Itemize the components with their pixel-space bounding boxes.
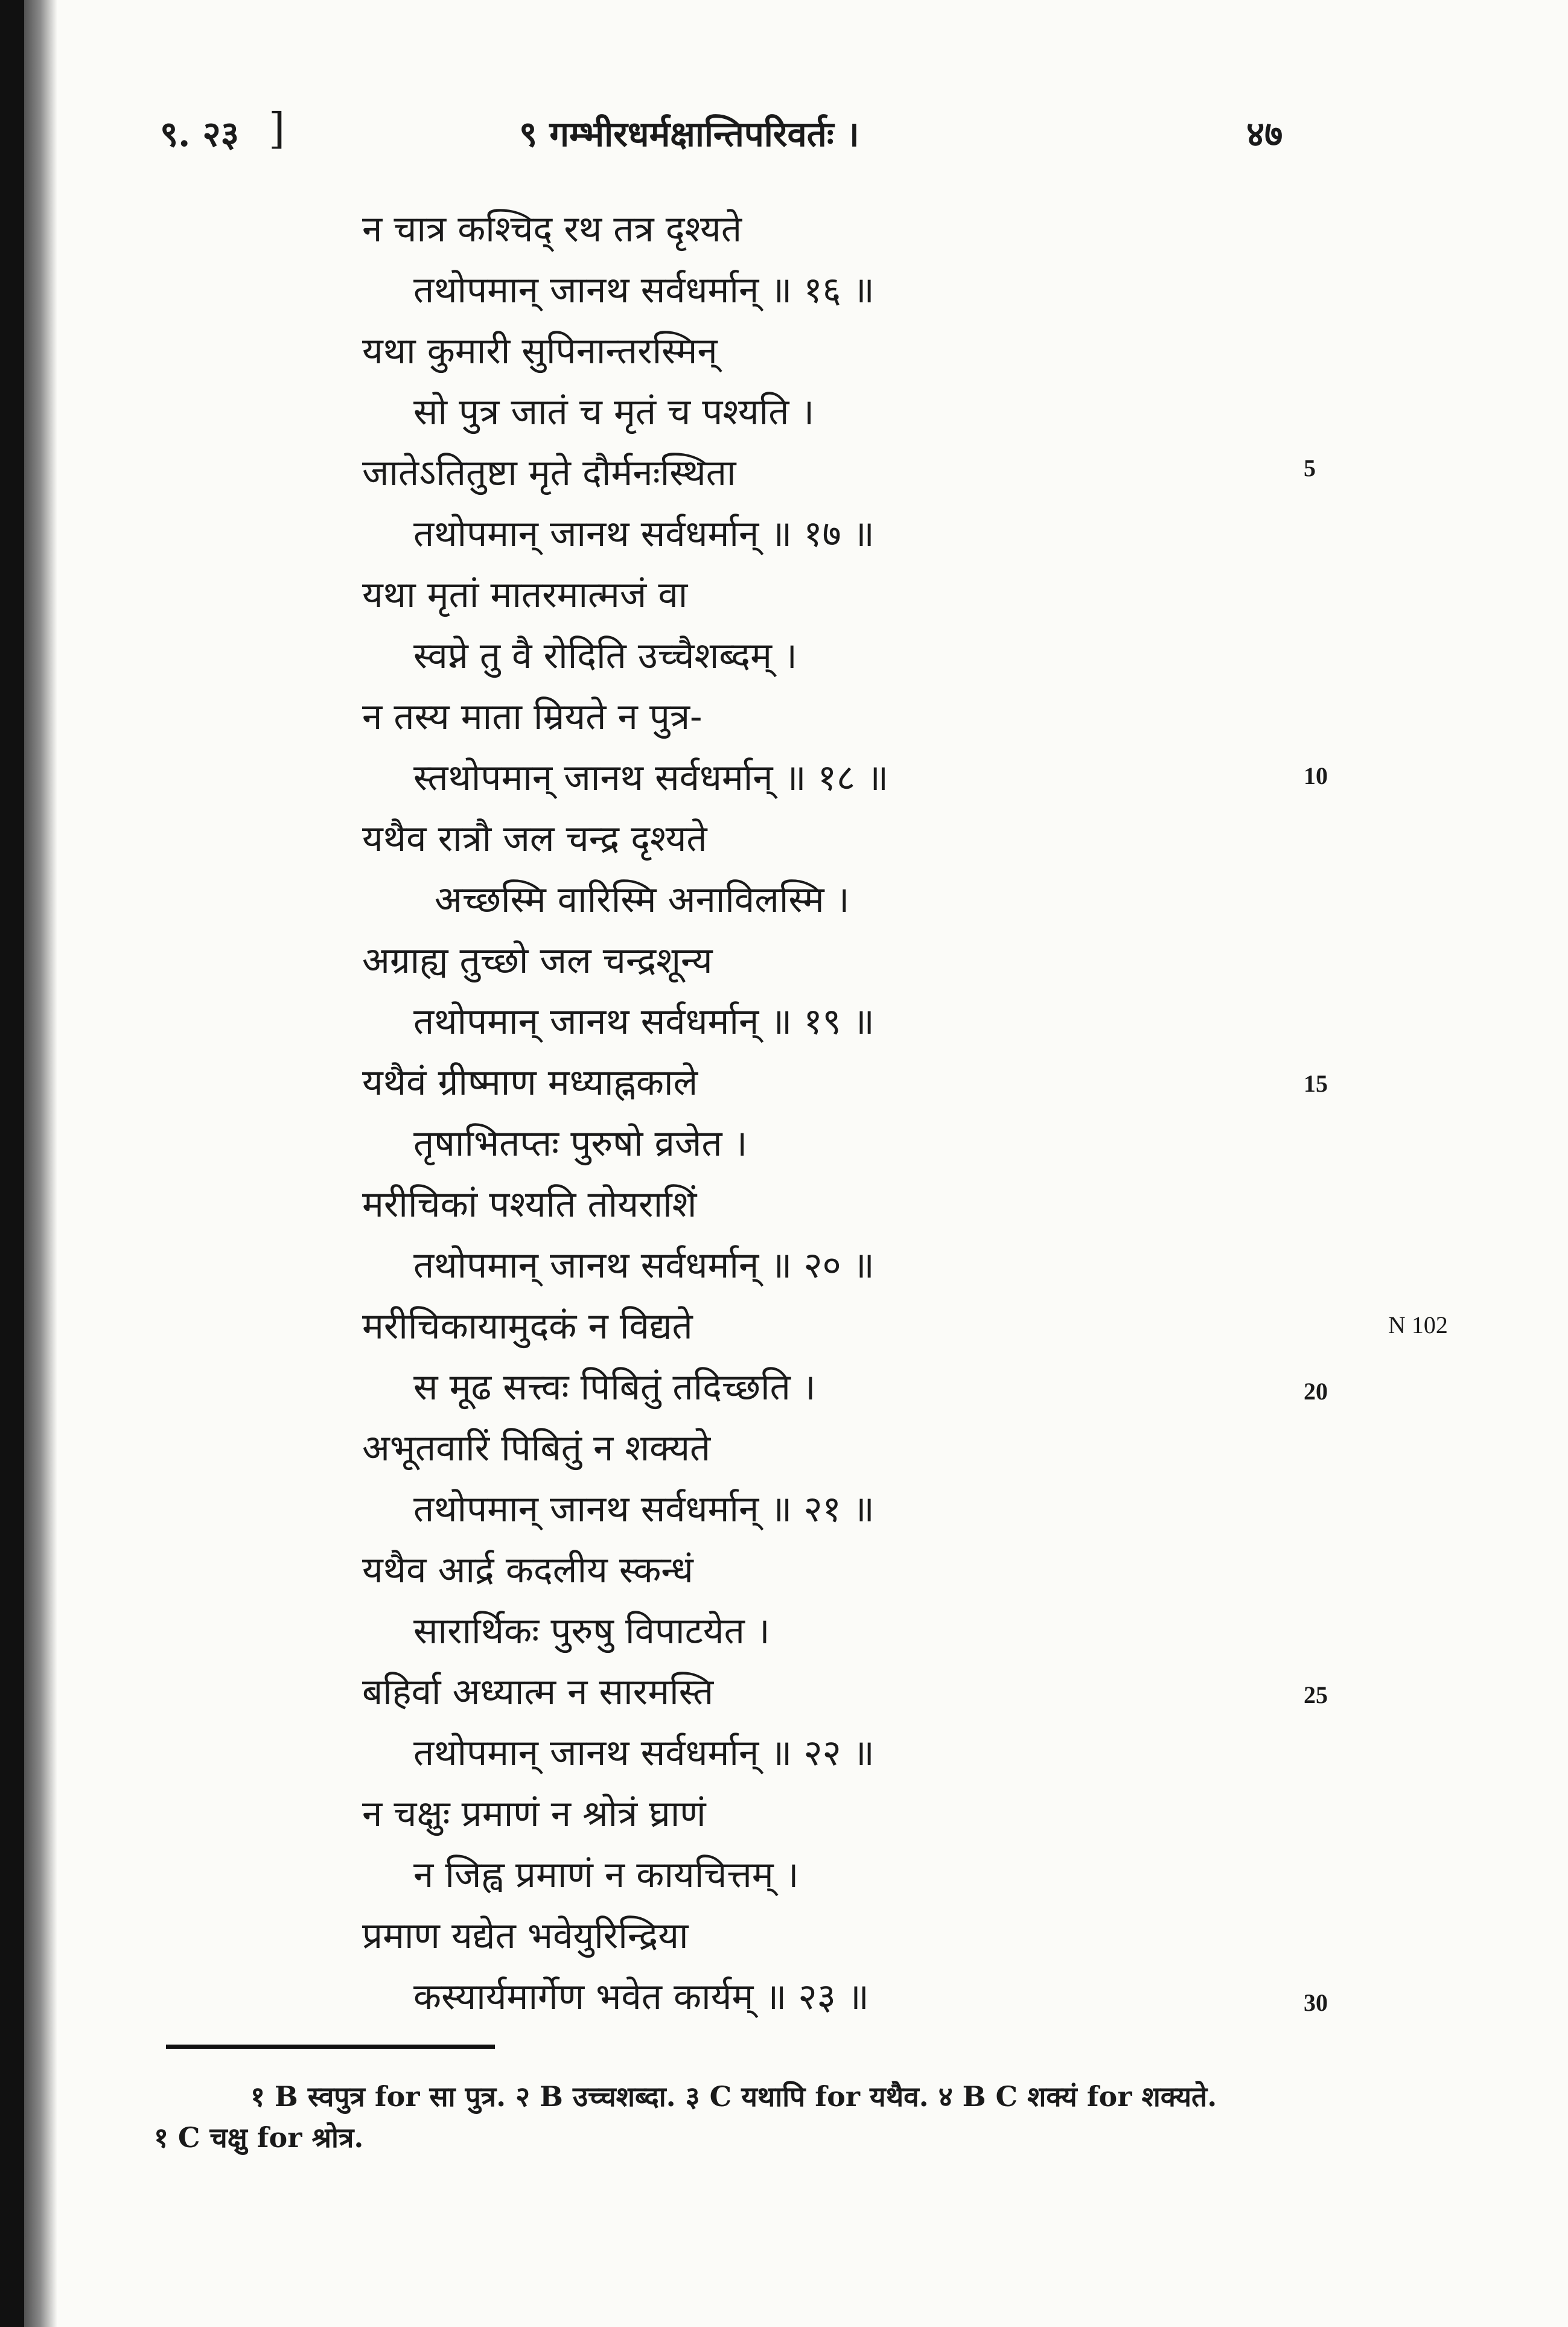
verse-line: न जिह्व प्रमाणं न कायचित्तम् । xyxy=(413,1854,799,1896)
verse-line: यथैव रात्रौ जल चन्द्र दृश्यते xyxy=(362,818,707,860)
verse-line: तथोपमान् जानथ सर्वधर्मान् ॥ २० ॥ xyxy=(413,1244,875,1287)
verse-line: न तस्य माता म्रियते न पुत्र- xyxy=(362,696,703,738)
footnote-line: १ C चक्षु for श्रोत्र. xyxy=(154,2121,364,2154)
verse-line: बहिर्वा अध्यात्म न सारमस्ति xyxy=(362,1671,714,1713)
section-reference: ९. २३ xyxy=(160,113,239,154)
verse-line: यथैव आर्द्र कदलीय स्कन्धं xyxy=(362,1549,693,1591)
line-number-10: 10 xyxy=(1304,762,1328,789)
verse-line: तृषाभितप्तः पुरुषो व्रजेत । xyxy=(413,1122,748,1165)
verse-line: मरीचिकां पश्यति तोयराशिं xyxy=(362,1183,697,1226)
verse-line: कस्यार्यमार्गेण भवेत कार्यम् ॥ २३ ॥ xyxy=(413,1976,869,2018)
verse-line: स्वप्ने तु वै रोदिति उच्चैशब्दम् । xyxy=(413,635,797,677)
verse-line: तथोपमान् जानथ सर्वधर्मान् ॥ १७ ॥ xyxy=(413,513,875,555)
page-number: ४७ xyxy=(1246,113,1283,154)
verse-line: मरीचिकायामुदकं न विद्यते xyxy=(362,1305,693,1348)
verse-line: अभूतवारिं पिबितुं न शक्यते xyxy=(362,1427,711,1469)
verse-line: तथोपमान् जानथ सर्वधर्मान् ॥ २२ ॥ xyxy=(413,1732,875,1774)
verse-line: जातेऽतितुष्टा मृते दौर्मनःस्थिता xyxy=(362,452,736,494)
verse-line: सारार्थिकः पुरुषु विपाटयेत । xyxy=(413,1610,770,1652)
line-number-15: 15 xyxy=(1304,1070,1328,1097)
footnotes xyxy=(154,2076,1361,2158)
page-header xyxy=(0,104,1568,163)
line-number-20: 20 xyxy=(1304,1378,1328,1405)
verse-line: स्तथोपमान् जानथ सर्वधर्मान् ॥ १८ ॥ xyxy=(413,757,889,799)
verse-line: न चक्षुः प्रमाणं न श्रोत्रं घ्राणं xyxy=(362,1793,706,1835)
verse-line: प्रमाण यद्येत भवेयुरिन्द्रिया xyxy=(362,1915,689,1957)
verse-line: अच्छस्मि वारिस्मि अनाविलस्मि । xyxy=(435,879,850,921)
footnote-line: १ B स्वपुत्र for सा पुत्र. २ B उच्चशब्दा. ३ C यथापि for यथैव. ४ B C शक्यं for शक्यते. xyxy=(250,2080,1217,2113)
verse-line: यथा कुमारी सुपिनान्तरस्मिन् xyxy=(362,330,718,372)
manuscript-folio-note: N 102 xyxy=(1388,1311,1448,1339)
line-number-5: 5 xyxy=(1304,454,1316,482)
verse-line: यथैवं ग्रीष्माण मध्याह्नकाले xyxy=(362,1062,698,1104)
verse-line: तथोपमान् जानथ सर्वधर्मान् ॥ १६ ॥ xyxy=(413,269,875,311)
verse-line: तथोपमान् जानथ सर्वधर्मान् ॥ २१ ॥ xyxy=(413,1488,875,1530)
line-number-30: 30 xyxy=(1304,1989,1328,2016)
footnote-rule xyxy=(166,2045,495,2049)
verse-line: सो पुत्र जातं च मृतं च पश्यति । xyxy=(413,391,815,433)
verse-line: तथोपमान् जानथ सर्वधर्मान् ॥ १९ ॥ xyxy=(413,1001,875,1043)
verse-line: न चात्र कश्चिद् रथ तत्र दृश्यते xyxy=(362,208,742,250)
section-bracket: ] xyxy=(269,104,285,153)
chapter-title: ९ गम्भीरधर्मक्षान्तिपरिवर्तः । xyxy=(519,113,859,154)
book-binding-edge xyxy=(0,0,24,2327)
verse-block xyxy=(362,199,1358,2028)
verse-line: यथा मृतां मातरमात्मजं वा xyxy=(362,574,688,616)
line-number-25: 25 xyxy=(1304,1681,1328,1708)
verse-line: स मूढ सत्त्वः पिबितुं तदिच्छति । xyxy=(413,1366,816,1409)
verse-line: अग्राह्य तुच्छो जल चन्द्रशून्य xyxy=(362,940,713,982)
